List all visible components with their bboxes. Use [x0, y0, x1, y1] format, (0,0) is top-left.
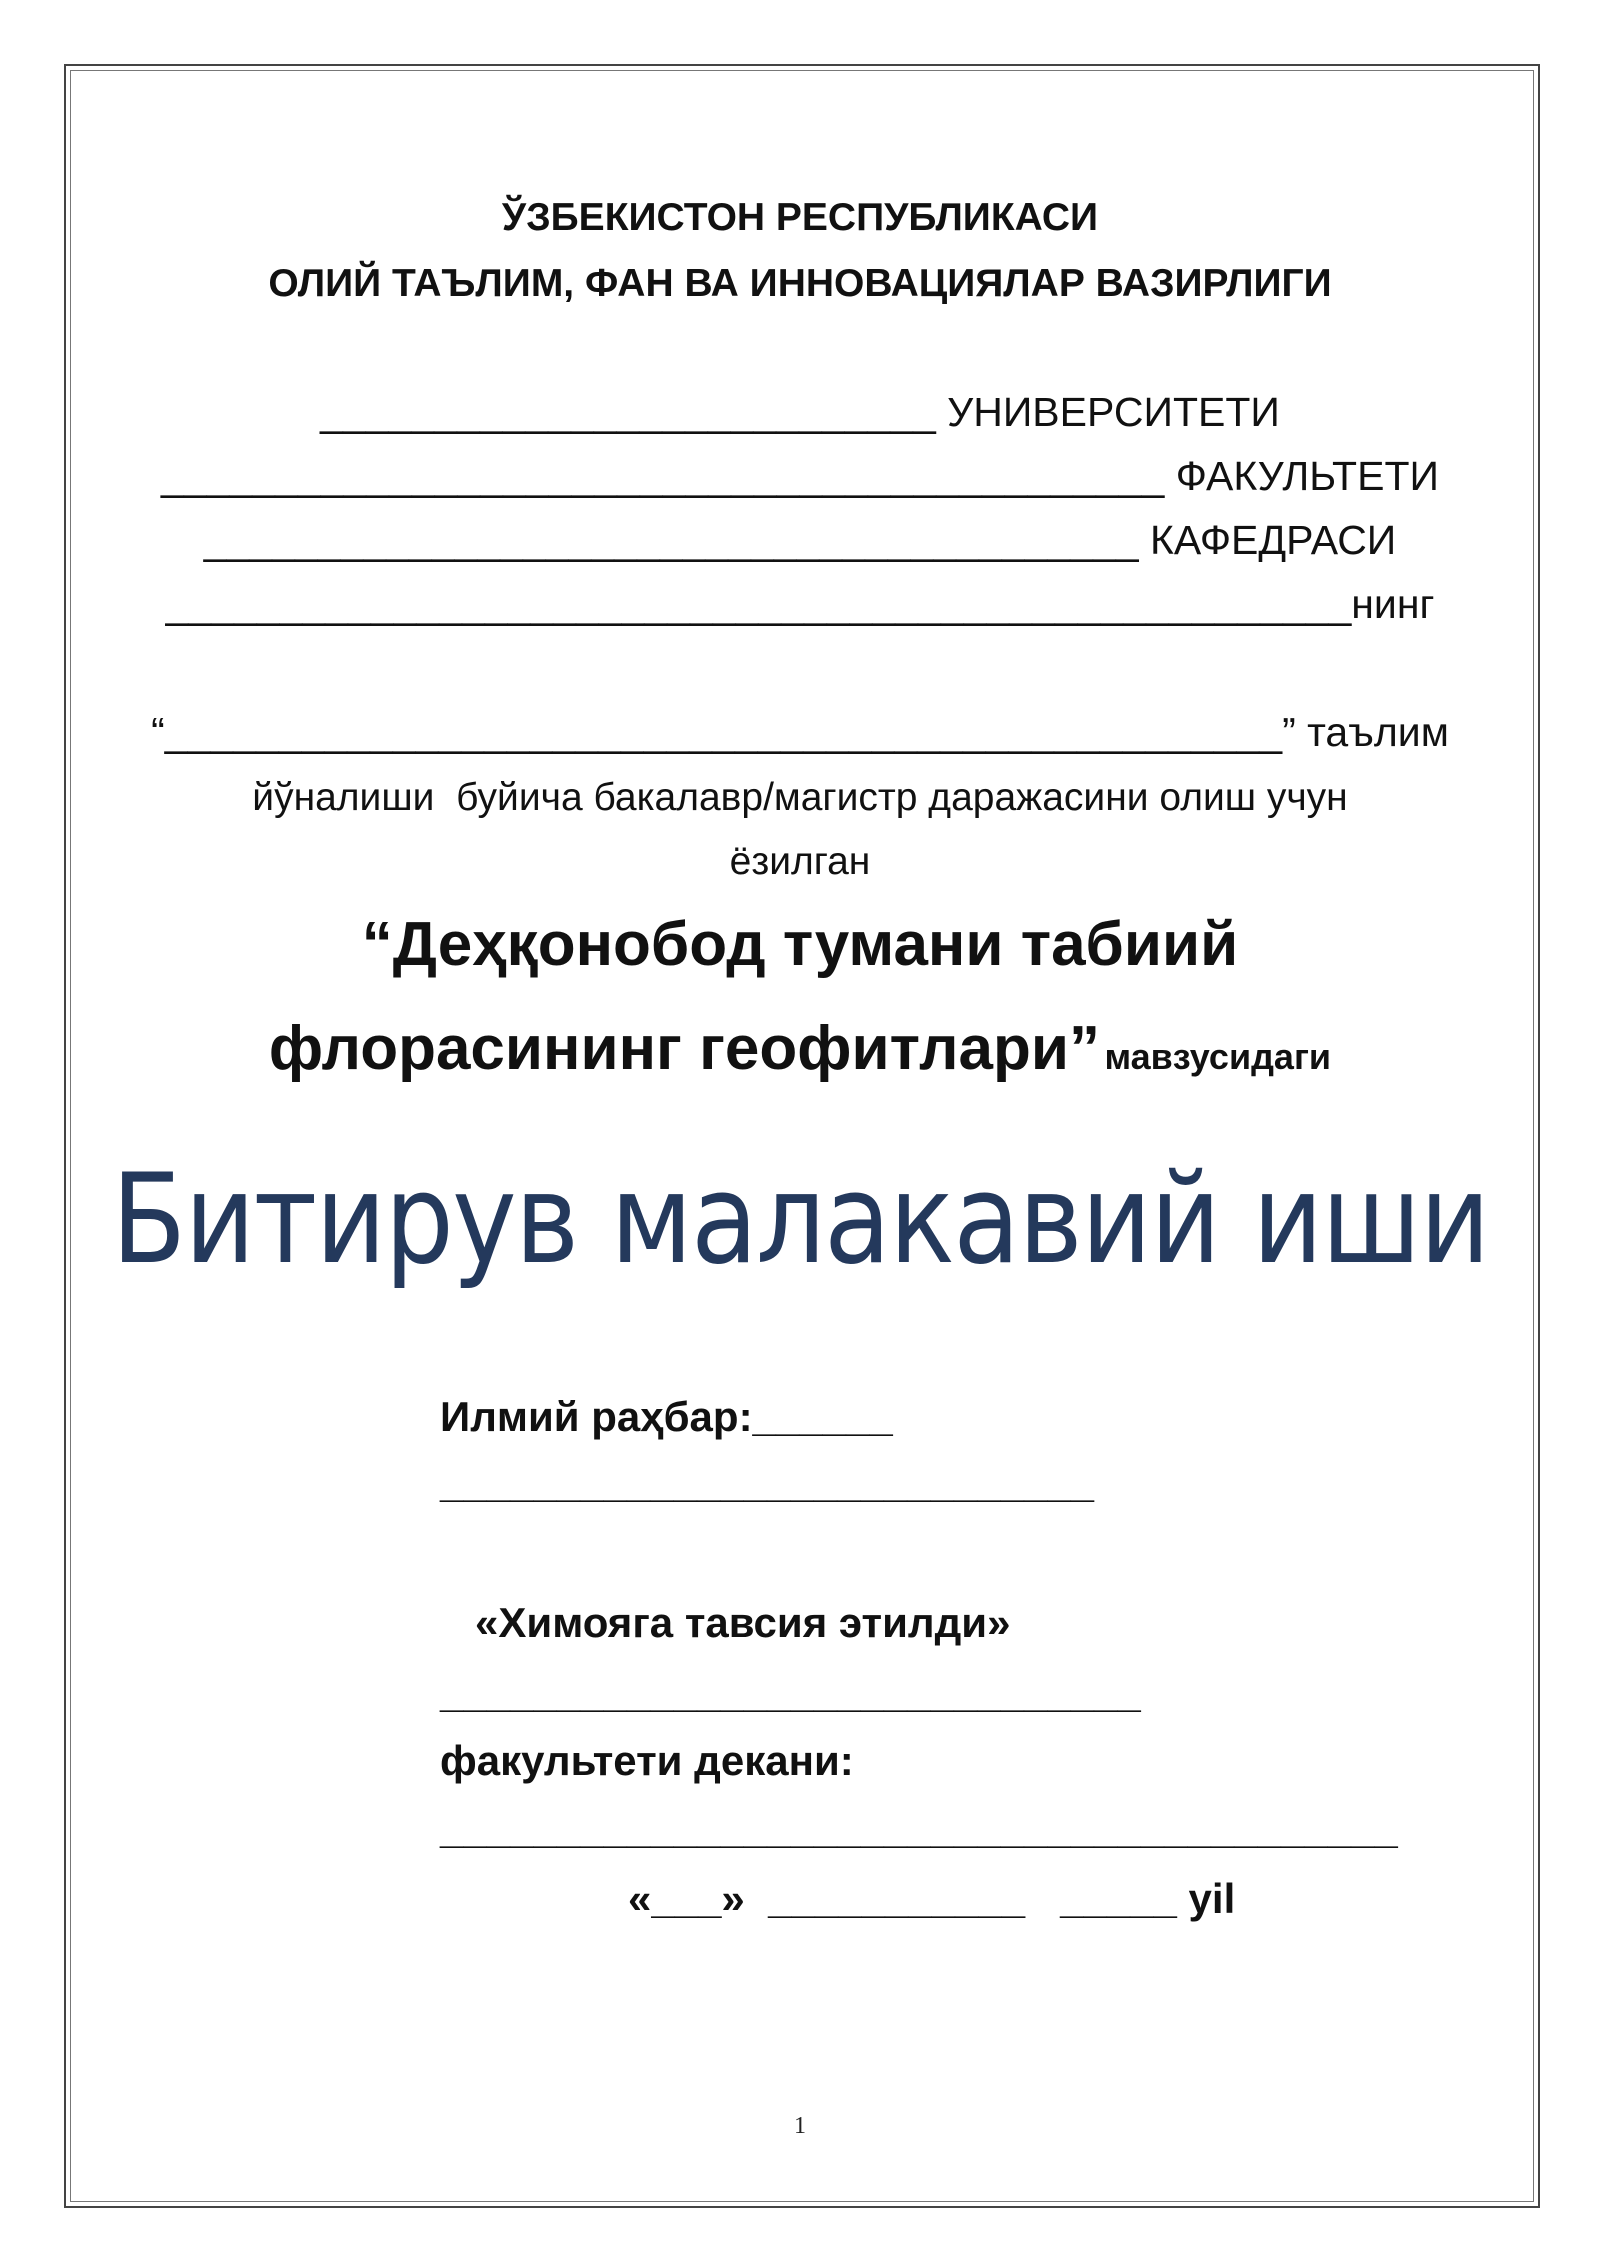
dean-signature-line: _________________________________________: [440, 1805, 1398, 1852]
defense-recommendation: «Химояга тавсия этилди»: [475, 1599, 1011, 1646]
page-number: 1: [794, 2113, 806, 2139]
dean-label: факультети декани:: [440, 1737, 854, 1784]
student-line: ____________________________________________________нинг: [165, 581, 1435, 627]
university-line: ___________________________ УНИВЕРСИТЕТИ: [320, 389, 1280, 435]
supervisor-signature-line: ____________________________: [440, 1459, 1095, 1506]
recommendation-signature-line: ______________________________: [440, 1669, 1141, 1716]
topic-title-line-2-row: [0, 1014, 1600, 1083]
ministry-title: ОЛИЙ ТАЪЛИМ, ФАН ВА ИННОВАЦИЯЛАР ВАЗИРЛИГИ: [268, 262, 1332, 305]
direction-line: “_________________________________________________” таълим: [151, 709, 1449, 755]
topic-suffix: мавзусидаги: [1104, 1036, 1332, 1077]
work-type-heading: Битирув малакавий иши: [111, 1148, 1489, 1292]
degree-purpose-line: йўналиши буйича бакалавр/магистр даражасини олиш учун: [252, 776, 1348, 819]
faculty-line: ____________________________________________ ФАКУЛЬТЕТИ: [161, 453, 1439, 499]
written-label: ёзилган: [729, 840, 871, 883]
republic-title: ЎЗБЕКИСТОН РЕСПУБЛИКАСИ: [501, 196, 1099, 239]
topic-title-line-2: флорасининг геофитлари”: [268, 1014, 1101, 1083]
supervisor-label: Илмий раҳбар:______: [440, 1393, 893, 1440]
department-line: _________________________________________ КАФЕДРАСИ: [203, 517, 1397, 563]
topic-title-line-1: “Деҳқонобод тумани табиий: [361, 910, 1239, 979]
date-line: «___» ___________ _____ yil: [628, 1875, 1236, 1922]
